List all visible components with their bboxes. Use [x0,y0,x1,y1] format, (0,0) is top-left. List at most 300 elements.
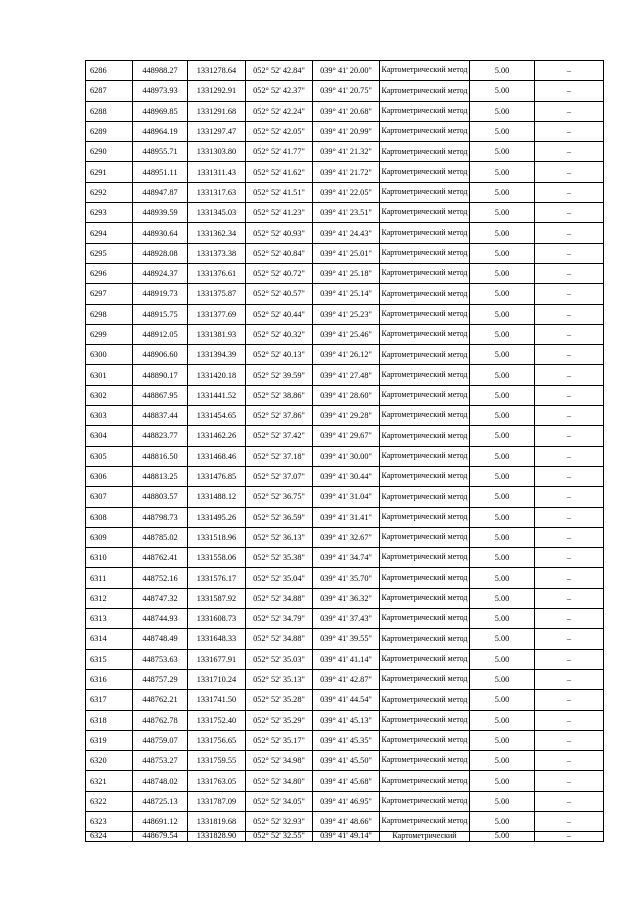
x-coordinate-cell: 448762.21 [133,690,188,710]
table-row [86,81,604,101]
note-cell: – [535,609,604,629]
accuracy-cell: 5.00 [470,771,535,791]
table-row [86,426,604,446]
point-number-cell: 6311 [86,568,133,588]
x-coordinate-cell: 448753.63 [133,649,188,669]
point-number-cell: 6308 [86,507,133,527]
point-number-cell: 6290 [86,142,133,162]
accuracy-cell: 5.00 [470,730,535,750]
accuracy-cell: 5.00 [470,832,535,842]
x-coordinate-cell: 448947.87 [133,182,188,202]
accuracy-cell: 5.00 [470,324,535,344]
x-coordinate-cell: 448753.27 [133,751,188,771]
accuracy-cell: 5.00 [470,811,535,831]
accuracy-cell: 5.00 [470,669,535,689]
method-cell: Картометрический метод [380,385,470,405]
point-number-cell: 6289 [86,121,133,141]
y-coordinate-cell: 1331677.91 [188,649,246,669]
point-number-cell: 6322 [86,791,133,811]
longitude-cell: 039° 41' 48.66" [313,811,380,831]
note-cell: – [535,811,604,831]
point-number-cell: 6306 [86,466,133,486]
table-row [86,771,604,791]
longitude-cell: 039° 41' 25.18" [313,263,380,283]
method-cell: Картометрический метод [380,426,470,446]
note-cell: – [535,730,604,750]
method-cell: Картометрический метод [380,81,470,101]
latitude-cell: 052° 52' 37.42" [246,426,313,446]
y-coordinate-cell: 1331381.93 [188,324,246,344]
latitude-cell: 052° 52' 39.59" [246,365,313,385]
coordinates-table [85,60,604,842]
latitude-cell: 052° 52' 35.38" [246,548,313,568]
point-number-cell: 6314 [86,629,133,649]
method-cell: Картометрический метод [380,690,470,710]
table-row [86,345,604,365]
y-coordinate-cell: 1331292.91 [188,81,246,101]
method-cell: Картометрический метод [380,527,470,547]
longitude-cell: 039° 41' 25.46" [313,324,380,344]
accuracy-cell: 5.00 [470,223,535,243]
accuracy-cell: 5.00 [470,690,535,710]
table-row [86,791,604,811]
accuracy-cell: 5.00 [470,426,535,446]
method-cell: Картометрический метод [380,548,470,568]
point-number-cell: 6315 [86,649,133,669]
method-cell: Картометрический метод [380,263,470,283]
note-cell: – [535,121,604,141]
note-cell: – [535,669,604,689]
latitude-cell: 052° 52' 34.98" [246,751,313,771]
latitude-cell: 052° 52' 40.72" [246,263,313,283]
y-coordinate-cell: 1331819.68 [188,811,246,831]
y-coordinate-cell: 1331558.06 [188,548,246,568]
note-cell: – [535,223,604,243]
x-coordinate-cell: 448955.71 [133,142,188,162]
accuracy-cell: 5.00 [470,365,535,385]
point-number-cell: 6307 [86,487,133,507]
table-row [86,263,604,283]
accuracy-cell: 5.00 [470,142,535,162]
accuracy-cell: 5.00 [470,101,535,121]
latitude-cell: 052° 52' 40.84" [246,243,313,263]
y-coordinate-cell: 1331311.43 [188,162,246,182]
table-row [86,446,604,466]
method-cell: Картометрический метод [380,406,470,426]
latitude-cell: 052° 52' 35.13" [246,669,313,689]
x-coordinate-cell: 448762.41 [133,548,188,568]
point-number-cell: 6317 [86,690,133,710]
y-coordinate-cell: 1331787.09 [188,791,246,811]
longitude-cell: 039° 41' 35.70" [313,568,380,588]
note-cell: – [535,771,604,791]
table-row [86,365,604,385]
point-number-cell: 6303 [86,406,133,426]
point-number-cell: 6300 [86,345,133,365]
x-coordinate-cell: 448867.95 [133,385,188,405]
accuracy-cell: 5.00 [470,61,535,81]
accuracy-cell: 5.00 [470,345,535,365]
note-cell: – [535,182,604,202]
method-cell: Картометрический метод [380,629,470,649]
x-coordinate-cell: 448816.50 [133,446,188,466]
longitude-cell: 039° 41' 32.67" [313,527,380,547]
table-row [86,385,604,405]
x-coordinate-cell: 448725.13 [133,791,188,811]
note-cell: – [535,690,604,710]
longitude-cell: 039° 41' 39.55" [313,629,380,649]
latitude-cell: 052° 52' 37.07" [246,466,313,486]
point-number-cell: 6292 [86,182,133,202]
method-cell: Картометрический метод [380,121,470,141]
longitude-cell: 039° 41' 45.13" [313,710,380,730]
longitude-cell: 039° 41' 41.14" [313,649,380,669]
y-coordinate-cell: 1331454.65 [188,406,246,426]
method-cell: Картометрический метод [380,61,470,81]
latitude-cell: 052° 52' 40.13" [246,345,313,365]
x-coordinate-cell: 448964.19 [133,121,188,141]
latitude-cell: 052° 52' 34.79" [246,609,313,629]
y-coordinate-cell: 1331468.46 [188,446,246,466]
point-number-cell: 6321 [86,771,133,791]
longitude-cell: 039° 41' 25.01" [313,243,380,263]
y-coordinate-cell: 1331441.52 [188,385,246,405]
note-cell: – [535,263,604,283]
latitude-cell: 052° 52' 41.62" [246,162,313,182]
note-cell: – [535,203,604,223]
table-row [86,629,604,649]
x-coordinate-cell: 448939.59 [133,203,188,223]
x-coordinate-cell: 448748.49 [133,629,188,649]
method-cell: Картометрический метод [380,101,470,121]
y-coordinate-cell: 1331495.26 [188,507,246,527]
accuracy-cell: 5.00 [470,791,535,811]
method-cell: Картометрический метод [380,243,470,263]
note-cell: – [535,426,604,446]
note-cell: – [535,832,604,842]
longitude-cell: 039° 41' 21.72" [313,162,380,182]
longitude-cell: 039° 41' 29.28" [313,406,380,426]
y-coordinate-cell: 1331373.38 [188,243,246,263]
accuracy-cell: 5.00 [470,609,535,629]
x-coordinate-cell: 448919.73 [133,284,188,304]
latitude-cell: 052° 52' 42.05" [246,121,313,141]
table-row [86,142,604,162]
table-row [86,527,604,547]
longitude-cell: 039° 41' 20.68" [313,101,380,121]
x-coordinate-cell: 448969.85 [133,101,188,121]
x-coordinate-cell: 448747.32 [133,588,188,608]
note-cell: – [535,365,604,385]
longitude-cell: 039° 41' 23.51" [313,203,380,223]
point-number-cell: 6296 [86,263,133,283]
table-row [86,730,604,750]
table-row [86,609,604,629]
method-cell: Картометрический метод [380,568,470,588]
table-row [86,466,604,486]
longitude-cell: 039° 41' 45.50" [313,751,380,771]
longitude-cell: 039° 41' 21.32" [313,142,380,162]
method-cell: Картометрический метод [380,223,470,243]
latitude-cell: 052° 52' 35.04" [246,568,313,588]
x-coordinate-cell: 448691.12 [133,811,188,831]
longitude-cell: 039° 41' 27.48" [313,365,380,385]
latitude-cell: 052° 52' 34.88" [246,588,313,608]
x-coordinate-cell: 448890.17 [133,365,188,385]
accuracy-cell: 5.00 [470,243,535,263]
longitude-cell: 039° 41' 45.68" [313,771,380,791]
table-row [86,669,604,689]
accuracy-cell: 5.00 [470,568,535,588]
point-number-cell: 6291 [86,162,133,182]
table-row [86,568,604,588]
accuracy-cell: 5.00 [470,81,535,101]
latitude-cell: 052° 52' 38.86" [246,385,313,405]
y-coordinate-cell: 1331317.63 [188,182,246,202]
longitude-cell: 039° 41' 31.41" [313,507,380,527]
x-coordinate-cell: 448924.37 [133,263,188,283]
note-cell: – [535,162,604,182]
note-cell: – [535,446,604,466]
accuracy-cell: 5.00 [470,121,535,141]
note-cell: – [535,345,604,365]
table-row [86,690,604,710]
latitude-cell: 052° 52' 37.86" [246,406,313,426]
point-number-cell: 6310 [86,548,133,568]
note-cell: – [535,710,604,730]
accuracy-cell: 5.00 [470,507,535,527]
accuracy-cell: 5.00 [470,588,535,608]
x-coordinate-cell: 448951.11 [133,162,188,182]
longitude-cell: 039° 41' 29.67" [313,426,380,446]
point-number-cell: 6318 [86,710,133,730]
method-cell: Картометрический метод [380,811,470,831]
x-coordinate-cell: 448803.57 [133,487,188,507]
note-cell: – [535,568,604,588]
table-row [86,61,604,81]
method-cell: Картометрический метод [380,487,470,507]
x-coordinate-cell: 448912.05 [133,324,188,344]
y-coordinate-cell: 1331828.90 [188,832,246,842]
table-row [86,243,604,263]
table-row [86,121,604,141]
table-row [86,710,604,730]
method-cell: Картометрический метод [380,710,470,730]
longitude-cell: 039° 41' 37.43" [313,609,380,629]
longitude-cell: 039° 41' 46.95" [313,791,380,811]
latitude-cell: 052° 52' 41.51" [246,182,313,202]
longitude-cell: 039° 41' 30.44" [313,466,380,486]
latitude-cell: 052° 52' 34.05" [246,791,313,811]
x-coordinate-cell: 448973.93 [133,81,188,101]
latitude-cell: 052° 52' 32.55" [246,832,313,842]
accuracy-cell: 5.00 [470,527,535,547]
x-coordinate-cell: 448928.08 [133,243,188,263]
accuracy-cell: 5.00 [470,487,535,507]
latitude-cell: 052° 52' 42.24" [246,101,313,121]
x-coordinate-cell: 448679.54 [133,832,188,842]
y-coordinate-cell: 1331303.80 [188,142,246,162]
latitude-cell: 052° 52' 34.88" [246,629,313,649]
point-number-cell: 6305 [86,446,133,466]
note-cell: – [535,61,604,81]
latitude-cell: 052° 52' 32.93" [246,811,313,831]
y-coordinate-cell: 1331756.65 [188,730,246,750]
accuracy-cell: 5.00 [470,162,535,182]
x-coordinate-cell: 448785.02 [133,527,188,547]
y-coordinate-cell: 1331362.34 [188,223,246,243]
y-coordinate-cell: 1331377.69 [188,304,246,324]
point-number-cell: 6288 [86,101,133,121]
point-number-cell: 6309 [86,527,133,547]
method-cell: Картометрический метод [380,588,470,608]
note-cell: – [535,406,604,426]
longitude-cell: 039° 41' 20.99" [313,121,380,141]
table-row [86,223,604,243]
method-cell: Картометрический метод [380,730,470,750]
method-cell: Картометрический метод [380,751,470,771]
x-coordinate-cell: 448744.93 [133,609,188,629]
note-cell: – [535,466,604,486]
x-coordinate-cell: 448906.60 [133,345,188,365]
latitude-cell: 052° 52' 35.28" [246,690,313,710]
note-cell: – [535,791,604,811]
method-cell: Картометрический метод [380,507,470,527]
note-cell: – [535,527,604,547]
longitude-cell: 039° 41' 28.60" [313,385,380,405]
latitude-cell: 052° 52' 36.59" [246,507,313,527]
accuracy-cell: 5.00 [470,263,535,283]
y-coordinate-cell: 1331375.87 [188,284,246,304]
longitude-cell: 039° 41' 45.35" [313,730,380,750]
point-number-cell: 6298 [86,304,133,324]
note-cell: – [535,751,604,771]
point-number-cell: 6287 [86,81,133,101]
method-cell: Картометрический метод [380,203,470,223]
method-cell: Картометрический метод [380,669,470,689]
x-coordinate-cell: 448813.25 [133,466,188,486]
point-number-cell: 6312 [86,588,133,608]
accuracy-cell: 5.00 [470,466,535,486]
method-cell: Картометрический метод [380,182,470,202]
point-number-cell: 6301 [86,365,133,385]
x-coordinate-cell: 448752.16 [133,568,188,588]
table-row [86,832,604,842]
method-cell: Картометрический метод [380,345,470,365]
longitude-cell: 039° 41' 20.75" [313,81,380,101]
accuracy-cell: 5.00 [470,284,535,304]
method-cell: Картометрический метод [380,446,470,466]
x-coordinate-cell: 448930.64 [133,223,188,243]
method-cell: Картометрический [380,832,470,842]
x-coordinate-cell: 448798.73 [133,507,188,527]
note-cell: – [535,324,604,344]
latitude-cell: 052° 52' 40.32" [246,324,313,344]
method-cell: Картометрический метод [380,466,470,486]
longitude-cell: 039° 41' 31.04" [313,487,380,507]
table-row [86,588,604,608]
accuracy-cell: 5.00 [470,446,535,466]
longitude-cell: 039° 41' 25.23" [313,304,380,324]
accuracy-cell: 5.00 [470,203,535,223]
y-coordinate-cell: 1331394.39 [188,345,246,365]
note-cell: – [535,588,604,608]
table-row [86,751,604,771]
point-number-cell: 6323 [86,811,133,831]
latitude-cell: 052° 52' 40.57" [246,284,313,304]
y-coordinate-cell: 1331345.03 [188,203,246,223]
latitude-cell: 052° 52' 40.44" [246,304,313,324]
x-coordinate-cell: 448823.77 [133,426,188,446]
y-coordinate-cell: 1331291.68 [188,101,246,121]
longitude-cell: 039° 41' 30.00" [313,446,380,466]
table-row [86,811,604,831]
table-row [86,101,604,121]
table-row [86,406,604,426]
method-cell: Картометрический метод [380,365,470,385]
y-coordinate-cell: 1331759.55 [188,751,246,771]
y-coordinate-cell: 1331420.18 [188,365,246,385]
latitude-cell: 052° 52' 36.75" [246,487,313,507]
point-number-cell: 6319 [86,730,133,750]
note-cell: – [535,142,604,162]
point-number-cell: 6294 [86,223,133,243]
longitude-cell: 039° 41' 22.05" [313,182,380,202]
accuracy-cell: 5.00 [470,629,535,649]
latitude-cell: 052° 52' 35.17" [246,730,313,750]
note-cell: – [535,487,604,507]
x-coordinate-cell: 448757.29 [133,669,188,689]
x-coordinate-cell: 448759.07 [133,730,188,750]
method-cell: Картометрический метод [380,791,470,811]
y-coordinate-cell: 1331476.85 [188,466,246,486]
accuracy-cell: 5.00 [470,406,535,426]
latitude-cell: 052° 52' 37.18" [246,446,313,466]
y-coordinate-cell: 1331488.12 [188,487,246,507]
table-body [86,61,604,842]
note-cell: – [535,284,604,304]
note-cell: – [535,507,604,527]
latitude-cell: 052° 52' 40.93" [246,223,313,243]
latitude-cell: 052° 52' 35.29" [246,710,313,730]
table-row [86,182,604,202]
method-cell: Картометрический метод [380,304,470,324]
note-cell: – [535,649,604,669]
y-coordinate-cell: 1331376.61 [188,263,246,283]
x-coordinate-cell: 448988.27 [133,61,188,81]
point-number-cell: 6295 [86,243,133,263]
point-number-cell: 6302 [86,385,133,405]
table-row [86,324,604,344]
point-number-cell: 6286 [86,61,133,81]
x-coordinate-cell: 448837.44 [133,406,188,426]
latitude-cell: 052° 52' 35.03" [246,649,313,669]
point-number-cell: 6324 [86,832,133,842]
accuracy-cell: 5.00 [470,710,535,730]
longitude-cell: 039° 41' 44.54" [313,690,380,710]
table-row [86,487,604,507]
table-row [86,649,604,669]
table-row [86,548,604,568]
latitude-cell: 052° 52' 41.77" [246,142,313,162]
y-coordinate-cell: 1331576.17 [188,568,246,588]
method-cell: Картометрический метод [380,609,470,629]
method-cell: Картометрический метод [380,771,470,791]
longitude-cell: 039° 41' 25.14" [313,284,380,304]
latitude-cell: 052° 52' 41.23" [246,203,313,223]
method-cell: Картометрический метод [380,649,470,669]
y-coordinate-cell: 1331710.24 [188,669,246,689]
